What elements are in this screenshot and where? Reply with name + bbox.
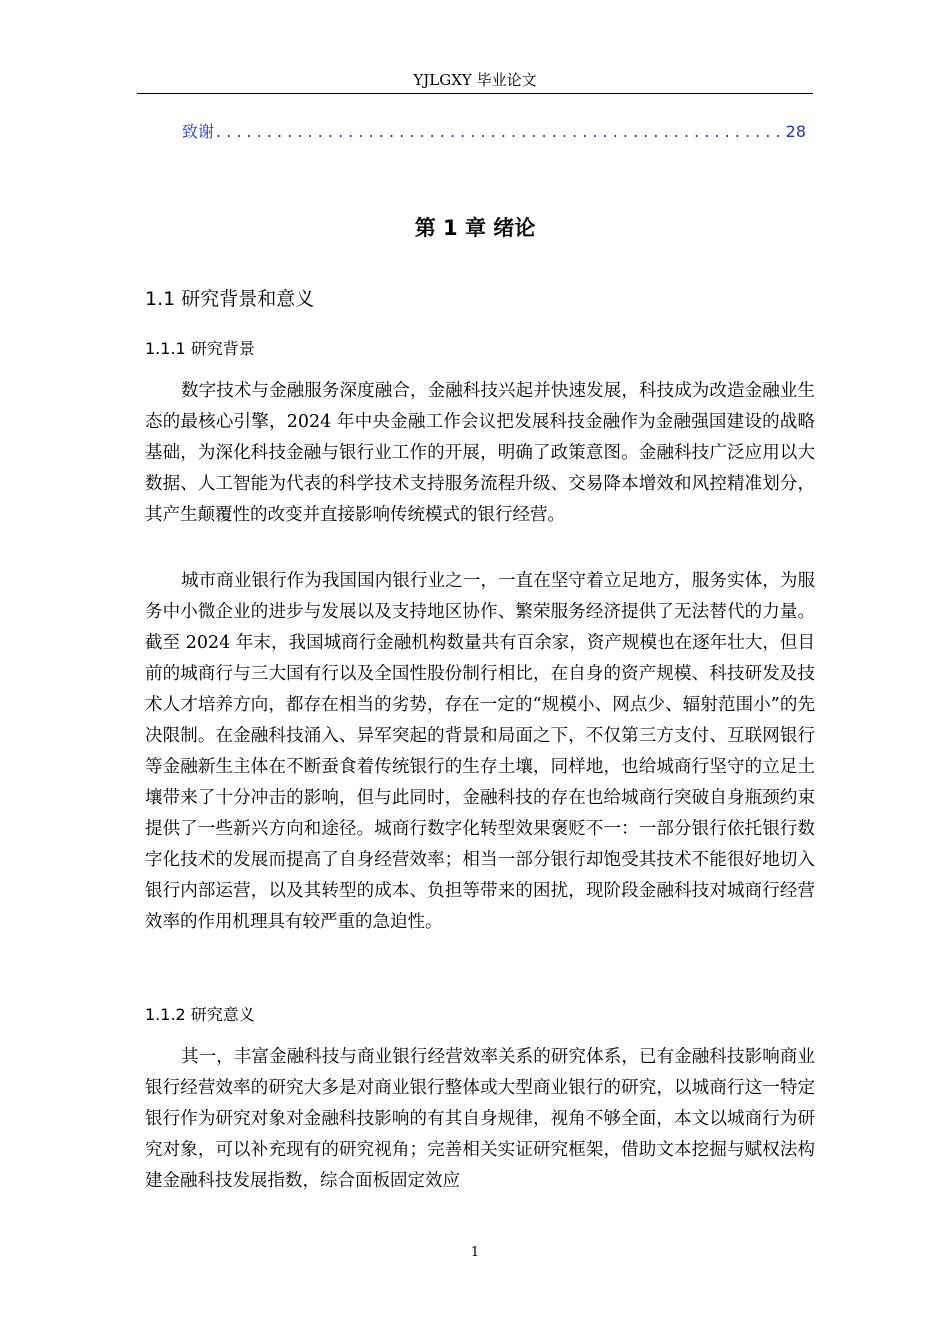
paragraph: 城市商业银行作为我国国内银行业之一，一直在坚守着立足地方，服务实体，为服务中小微企业的进步与发展以及支持地区协作、繁荣服务经济提供了无法替代的力量。截至 2024 年末，我国城商行金融机构数量共有百余家，资产规模也在逐年壮大，但目前的城商行与三大国有行以及全国性股份制行相比，在自身的资产规模、科技研发及技术人才培养方向，都存在相当的劣势，存在一定的“规模小、网点少、辐射范围小”的先决限制。在金融科技涌入、异军突起的背景和局面之下，不仅第三方支付、互联网银行等金融新生主体在不断蚕食着传统银行的生存土壤，同样地，也给城商行坚守的立足土壤带来了十分冲击的影响，但与此同时，金融科技的存在也给城商行突破自身瓶颈约束提供了一些新兴方向和途径。城商行数字化转型效果褒贬不一：一部分银行依托银行数字化技术的发展而提高了自身经营效率；相当一部分银行却饱受其技术不能很好地切入银行内部运营，以及其转型的成本、负担等带来的困扰，现阶段金融科技对城商行经营效率的作用机理具有较严重的急迫性。 (145, 571, 815, 932)
running-header: YJLGXY 毕业论文 (413, 71, 537, 89)
chapter-title: 第 1 章 绪论 (414, 216, 536, 240)
toc-entry-label: 致谢 (182, 122, 215, 141)
subsection-heading-significance: 1.1.2 研究意义 (145, 1005, 255, 1024)
toc-entry-acknowledgements[interactable] (182, 121, 806, 143)
paragraph: 数字技术与金融服务深度融合，金融科技兴起并快速发展，科技成为改造金融业生态的最核心引擎，2024 年中央金融工作会议把发展科技金融作为金融强国建设的战略基础，为深化科技金融与银行业工作的开展，明确了政策意图。金融科技广泛应用以大数据、人工智能为代表的科学技术支持服务流程升级、交易降本增效和风控精准划分，其产生颠覆性的改变并直接影响传统模式的银行经营。 (145, 381, 815, 525)
toc-leader-dots (216, 121, 784, 143)
section-heading: 1.1 研究背景和意义 (145, 288, 315, 310)
paragraph: 其一，丰富金融科技与商业银行经营效率关系的研究体系，已有金融科技影响商业银行经营效率的研究大多是对商业银行整体或大型商业银行的研究，以城商行这一特定银行作为研究对象对金融科技影响的有其自身规律，视角不够全面，本文以城商行为研究对象，可以补充现有的研究视角；完善相关实证研究框架，借助文本挖掘与赋权法构建金融科技发展指数，综合面板固定效应 (145, 1047, 815, 1191)
page-number: 1 (470, 1245, 480, 1260)
subsection-heading-background: 1.1.1 研究背景 (145, 339, 255, 358)
header-rule (137, 93, 813, 94)
toc-entry-page: 28 (785, 122, 806, 141)
